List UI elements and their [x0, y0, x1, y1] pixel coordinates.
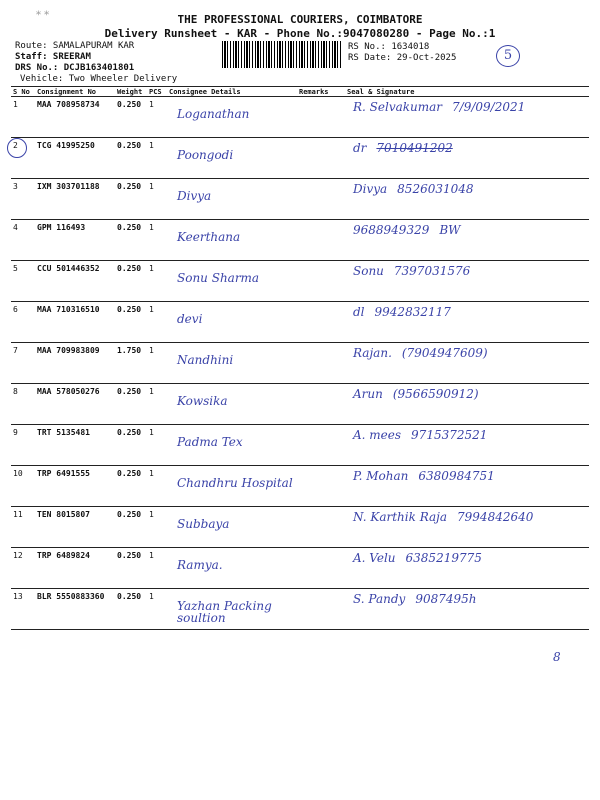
consignment-cell: TRT 5135481: [35, 425, 115, 466]
drs-number: DRS No.: DCJB163401801: [15, 63, 135, 73]
consignee-cell: [167, 384, 297, 425]
runsheet-title: Delivery Runsheet - KAR - Phone No.:9047080280 - Page No.:1: [104, 27, 496, 40]
sno-cell: 9: [11, 425, 35, 466]
consignee-cell: [167, 589, 297, 630]
remarks-cell: [297, 97, 345, 138]
consignee-handwriting: Kowsika: [177, 394, 228, 408]
signature-phone: BW: [439, 223, 461, 237]
sno-cell: 13: [11, 589, 35, 630]
weight-cell: 1.750: [115, 343, 147, 384]
consignee-cell: [167, 507, 297, 548]
signature-cell: [345, 384, 589, 425]
signature-cell: [345, 343, 589, 384]
table-row: [11, 97, 589, 138]
weight-cell: 0.250: [115, 220, 147, 261]
consignee-handwriting: Sonu Sharma: [177, 271, 260, 285]
table-row: [11, 179, 589, 220]
weight-cell: 0.250: [115, 138, 147, 179]
route-text: Route: SAMALAPURAM KAR: [15, 41, 135, 51]
remarks-cell: [297, 548, 345, 589]
col-remarks: Remarks: [297, 87, 345, 97]
signature-phone: 8526031048: [397, 182, 474, 196]
staff-text: Staff: SREERAM: [15, 52, 91, 62]
pcs-cell: 1: [147, 466, 167, 507]
consignment-cell: GPM 116493: [35, 220, 115, 261]
pcs-cell: 1: [147, 220, 167, 261]
weight-cell: 0.250: [115, 589, 147, 630]
table-row: [11, 425, 589, 466]
consignment-cell: MAA 708958734: [35, 97, 115, 138]
consignee-handwriting: Ramya.: [177, 558, 223, 572]
remarks-cell: [297, 466, 345, 507]
consignment-cell: TCG 41995250: [35, 138, 115, 179]
weight-cell: 0.250: [115, 97, 147, 138]
sno-cell: 3: [11, 179, 35, 220]
weight-cell: 0.250: [115, 425, 147, 466]
remarks-cell: [297, 220, 345, 261]
signature-cell: [345, 138, 589, 179]
consignment-cell: MAA 709983809: [35, 343, 115, 384]
rs-number: RS No.: 1634018: [348, 42, 430, 52]
signature-cell: [345, 220, 589, 261]
consignee-handwriting: Keerthana: [177, 230, 241, 244]
consignee-cell: [167, 220, 297, 261]
footer-mark: 8: [553, 650, 561, 664]
remarks-cell: [297, 261, 345, 302]
pcs-cell: 1: [147, 179, 167, 220]
company-title: THE PROFESSIONAL COURIERS, COIMBATORE: [177, 13, 423, 26]
consignment-cell: TRP 6491555: [35, 466, 115, 507]
table-header-row: [11, 87, 589, 97]
col-weight: Weight: [115, 87, 147, 97]
remarks-cell: [297, 589, 345, 630]
consignee-handwriting: Padma Tex: [177, 435, 243, 449]
remarks-cell: [297, 302, 345, 343]
consignment-cell: TRP 6489824: [35, 548, 115, 589]
pcs-cell: 1: [147, 138, 167, 179]
col-pcs: PCS: [147, 87, 167, 97]
signature-handwriting: Divya: [353, 182, 388, 196]
weight-cell: 0.250: [115, 507, 147, 548]
consignee-handwriting: Divya: [177, 189, 212, 203]
pcs-cell: 1: [147, 589, 167, 630]
consignee-handwriting: Yazhan Packing soultion: [177, 599, 272, 625]
barcode-image: [222, 41, 342, 68]
signature-cell: [345, 97, 589, 138]
remarks-cell: [297, 425, 345, 466]
consignee-cell: [167, 425, 297, 466]
weight-cell: 0.250: [115, 548, 147, 589]
col-signature: Seal & Signature: [345, 87, 589, 97]
signature-phone: 9087495h: [415, 592, 477, 606]
weight-cell: 0.250: [115, 261, 147, 302]
remarks-cell: [297, 384, 345, 425]
vehicle-text: Vehicle: Two Wheeler Delivery: [20, 74, 178, 84]
consignee-cell: [167, 466, 297, 507]
signature-cell: [345, 302, 589, 343]
col-sno: S No: [11, 87, 35, 97]
consignment-cell: IXM 303701188: [35, 179, 115, 220]
consignment-cell: TEN 8015807: [35, 507, 115, 548]
table-row: [11, 302, 589, 343]
signature-handwriting: Sonu: [353, 264, 384, 278]
weight-cell: 0.250: [115, 466, 147, 507]
consignee-handwriting: Poongodi: [177, 148, 234, 162]
table-row: [11, 220, 589, 261]
sno-cell: 8: [11, 384, 35, 425]
weight-cell: 0.250: [115, 179, 147, 220]
sno-cell: 6: [11, 302, 35, 343]
signature-cell: [345, 425, 589, 466]
sno-cell: 7: [11, 343, 35, 384]
sno-cell: 11: [11, 507, 35, 548]
pcs-cell: 1: [147, 343, 167, 384]
signature-cell: [345, 179, 589, 220]
signature-handwriting: 9688949329: [353, 223, 430, 237]
consignment-cell: CCU 501446352: [35, 261, 115, 302]
table-row: [11, 384, 589, 425]
circle-mark-row-2: [7, 138, 27, 158]
table-row: [11, 466, 589, 507]
sno-cell: 1: [11, 97, 35, 138]
signature-phone: (9566590912): [392, 387, 479, 401]
signature-handwriting: dr: [353, 141, 367, 155]
signature-phone: 7994842640: [457, 510, 534, 524]
sno-cell: 2: [11, 138, 35, 179]
table-row: [11, 507, 589, 548]
signature-cell: [345, 261, 589, 302]
consignment-cell: BLR 5550883360: [35, 589, 115, 630]
signature-handwriting: Rajan.: [353, 346, 392, 360]
signature-phone: 7397031576: [393, 264, 471, 278]
signature-cell: [345, 466, 589, 507]
table-row: [11, 548, 589, 589]
pcs-cell: 1: [147, 425, 167, 466]
pcs-cell: 1: [147, 507, 167, 548]
consignee-cell: [167, 261, 297, 302]
consignee-handwriting: Subbaya: [177, 517, 230, 531]
scan-mark-top: * *: [36, 10, 50, 21]
weight-cell: 0.250: [115, 302, 147, 343]
remarks-cell: [297, 138, 345, 179]
signature-handwriting: P. Mohan: [353, 469, 409, 483]
consignee-handwriting: devi: [177, 312, 203, 326]
circled-page-mark: [496, 45, 520, 67]
consignee-cell: [167, 302, 297, 343]
signature-cell: [345, 589, 589, 630]
runsheet-table: [11, 86, 589, 630]
pcs-cell: 1: [147, 261, 167, 302]
signature-phone: (7904947609): [401, 346, 488, 360]
table-row: [11, 589, 589, 630]
sno-cell: 4: [11, 220, 35, 261]
consignment-cell: MAA 578050276: [35, 384, 115, 425]
consignee-cell: [167, 343, 297, 384]
consignee-cell: [167, 97, 297, 138]
signature-handwriting: A. Velu: [353, 551, 396, 565]
remarks-cell: [297, 343, 345, 384]
pcs-cell: 1: [147, 548, 167, 589]
sno-cell: 12: [11, 548, 35, 589]
rs-date: RS Date: 29-Oct-2025: [348, 53, 457, 63]
table-row: [11, 138, 589, 179]
consignee-cell: [167, 548, 297, 589]
table-row: [11, 343, 589, 384]
weight-cell: 0.250: [115, 384, 147, 425]
sno-cell: 5: [11, 261, 35, 302]
signature-handwriting: A. mees: [353, 428, 402, 442]
signature-phone: 6385219775: [405, 551, 482, 565]
pcs-cell: 1: [147, 97, 167, 138]
signature-handwriting: S. Pandy: [353, 592, 406, 606]
remarks-cell: [297, 179, 345, 220]
consignment-cell: MAA 710316510: [35, 302, 115, 343]
signature-phone: 9715372521: [411, 428, 488, 442]
signature-cell: [345, 507, 589, 548]
col-consignment: Consignment No: [35, 87, 115, 97]
signature-phone: 6380984751: [418, 469, 495, 483]
signature-handwriting: dl: [353, 305, 365, 319]
remarks-cell: [297, 507, 345, 548]
table-row: [11, 261, 589, 302]
col-consignee: Consignee Details: [167, 87, 297, 97]
consignee-handwriting: Chandhru Hospital: [177, 476, 293, 490]
signature-phone: 7/9/09/2021: [452, 100, 526, 114]
circled-mark-text: 5: [503, 48, 513, 63]
signature-phone: 9942832117: [374, 305, 451, 319]
signature-handwriting: R. Selvakumar: [353, 100, 443, 114]
signature-phone: 7010491202: [376, 141, 453, 155]
consignee-cell: [167, 138, 297, 179]
signature-cell: [345, 548, 589, 589]
consignee-handwriting: Nandhini: [177, 353, 234, 367]
pcs-cell: 1: [147, 302, 167, 343]
sno-cell: 10: [11, 466, 35, 507]
signature-handwriting: N. Karthik Raja: [353, 510, 448, 524]
consignee-handwriting: Loganathan: [177, 107, 250, 121]
signature-handwriting: Arun: [353, 387, 383, 401]
consignee-cell: [167, 179, 297, 220]
pcs-cell: 1: [147, 384, 167, 425]
